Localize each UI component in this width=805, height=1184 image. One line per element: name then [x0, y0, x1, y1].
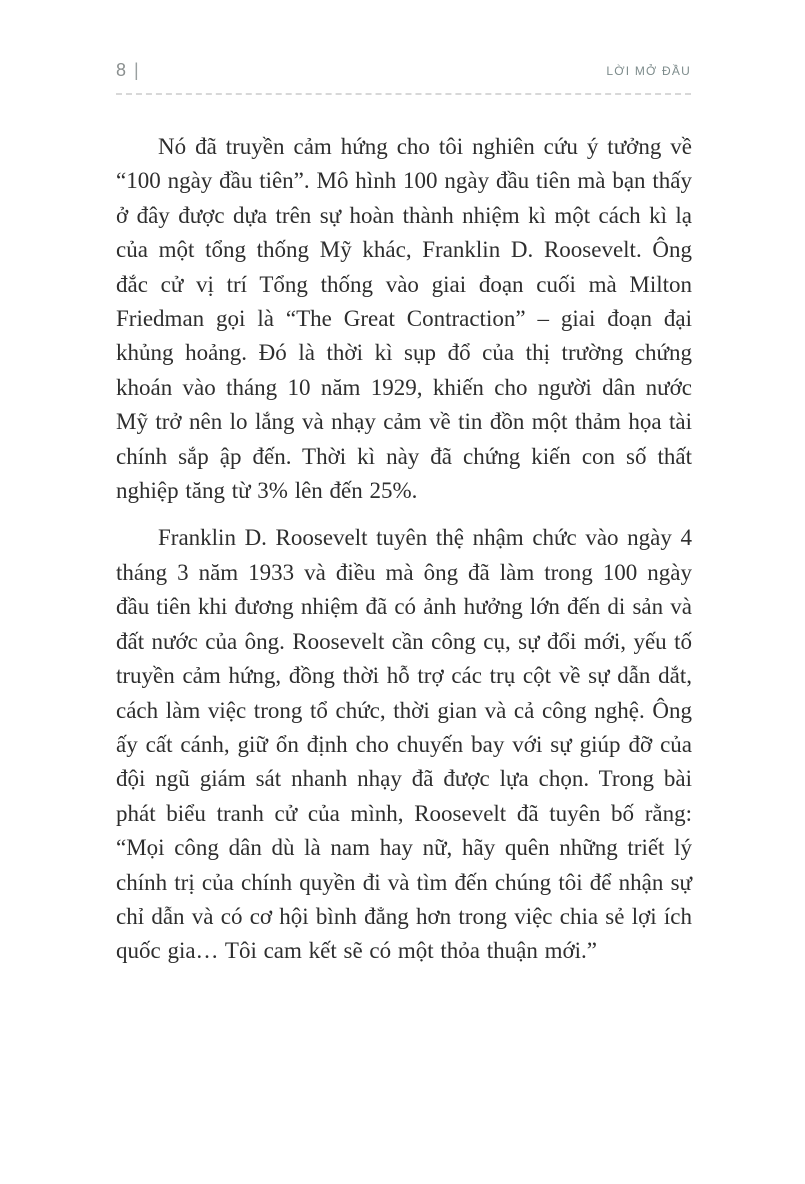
page-number-separator: | — [134, 60, 139, 80]
page-number: 8 — [116, 60, 127, 80]
body-text — [116, 130, 692, 982]
header-divider — [116, 93, 691, 95]
running-header-title: LỜI MỞ ĐẦU — [606, 64, 691, 78]
paragraph: Nó đã truyền cảm hứng cho tôi nghiên cứu ý tưởng về “100 ngày đầu tiên”. Mô hình 100 ngày đầu tiên mà bạn thấy ở đây được dựa trên sự hoàn thành nhiệm kì một cách kì lạ của một tổng thống Mỹ khác, Franklin D. Roosevelt. Ông đắc cử vị trí Tổng thống vào giai đoạn cuối mà Milton Friedman gọi là “The Great Contraction” – giai đoạn đại khủng hoảng. Đó là thời kì sụp đổ của thị trường chứng khoán vào tháng 10 năm 1929, khiến cho người dân nước Mỹ trở nên lo lắng và nhạy cảm về tin đồn một thảm họa tài chính sắp ập đến. Thời kì này đã chứng kiến con số thất nghiệp tăng từ 3% lên đến 25%. — [116, 134, 692, 504]
paragraph: Franklin D. Roosevelt tuyên thệ nhậm chức vào ngày 4 tháng 3 năm 1933 và điều mà ông đã làm trong 100 ngày đầu tiên khi đương nhiệm đã có ảnh hưởng lớn đến di sản và đất nước của ông. Roosevelt cần công cụ, sự đổi mới, yếu tố truyền cảm hứng, đồng thời hỗ trợ các trụ cột về sự dẫn dắt, cách làm việc trong tổ chức, thời gian và cả công nghệ. Ông ấy cất cánh, giữ ổn định cho chuyến bay với sự giúp đỡ của đội ngũ giám sát nhanh nhạy đã được lựa chọn. Trong bài phát biểu tranh cử của mình, Roosevelt đã tuyên bố rằng: “Mọi công dân dù là nam hay nữ, hãy quên những triết lý chính trị của chính quyền đi và tìm đến chúng tôi để nhận sự chỉ dẫn và có cơ hội bình đẳng hơn trong việc chia sẻ lợi ích quốc gia… Tôi cam kết sẽ có một thỏa thuận mới.” — [116, 525, 692, 964]
page-header — [116, 60, 691, 81]
page-number-group — [116, 60, 139, 81]
